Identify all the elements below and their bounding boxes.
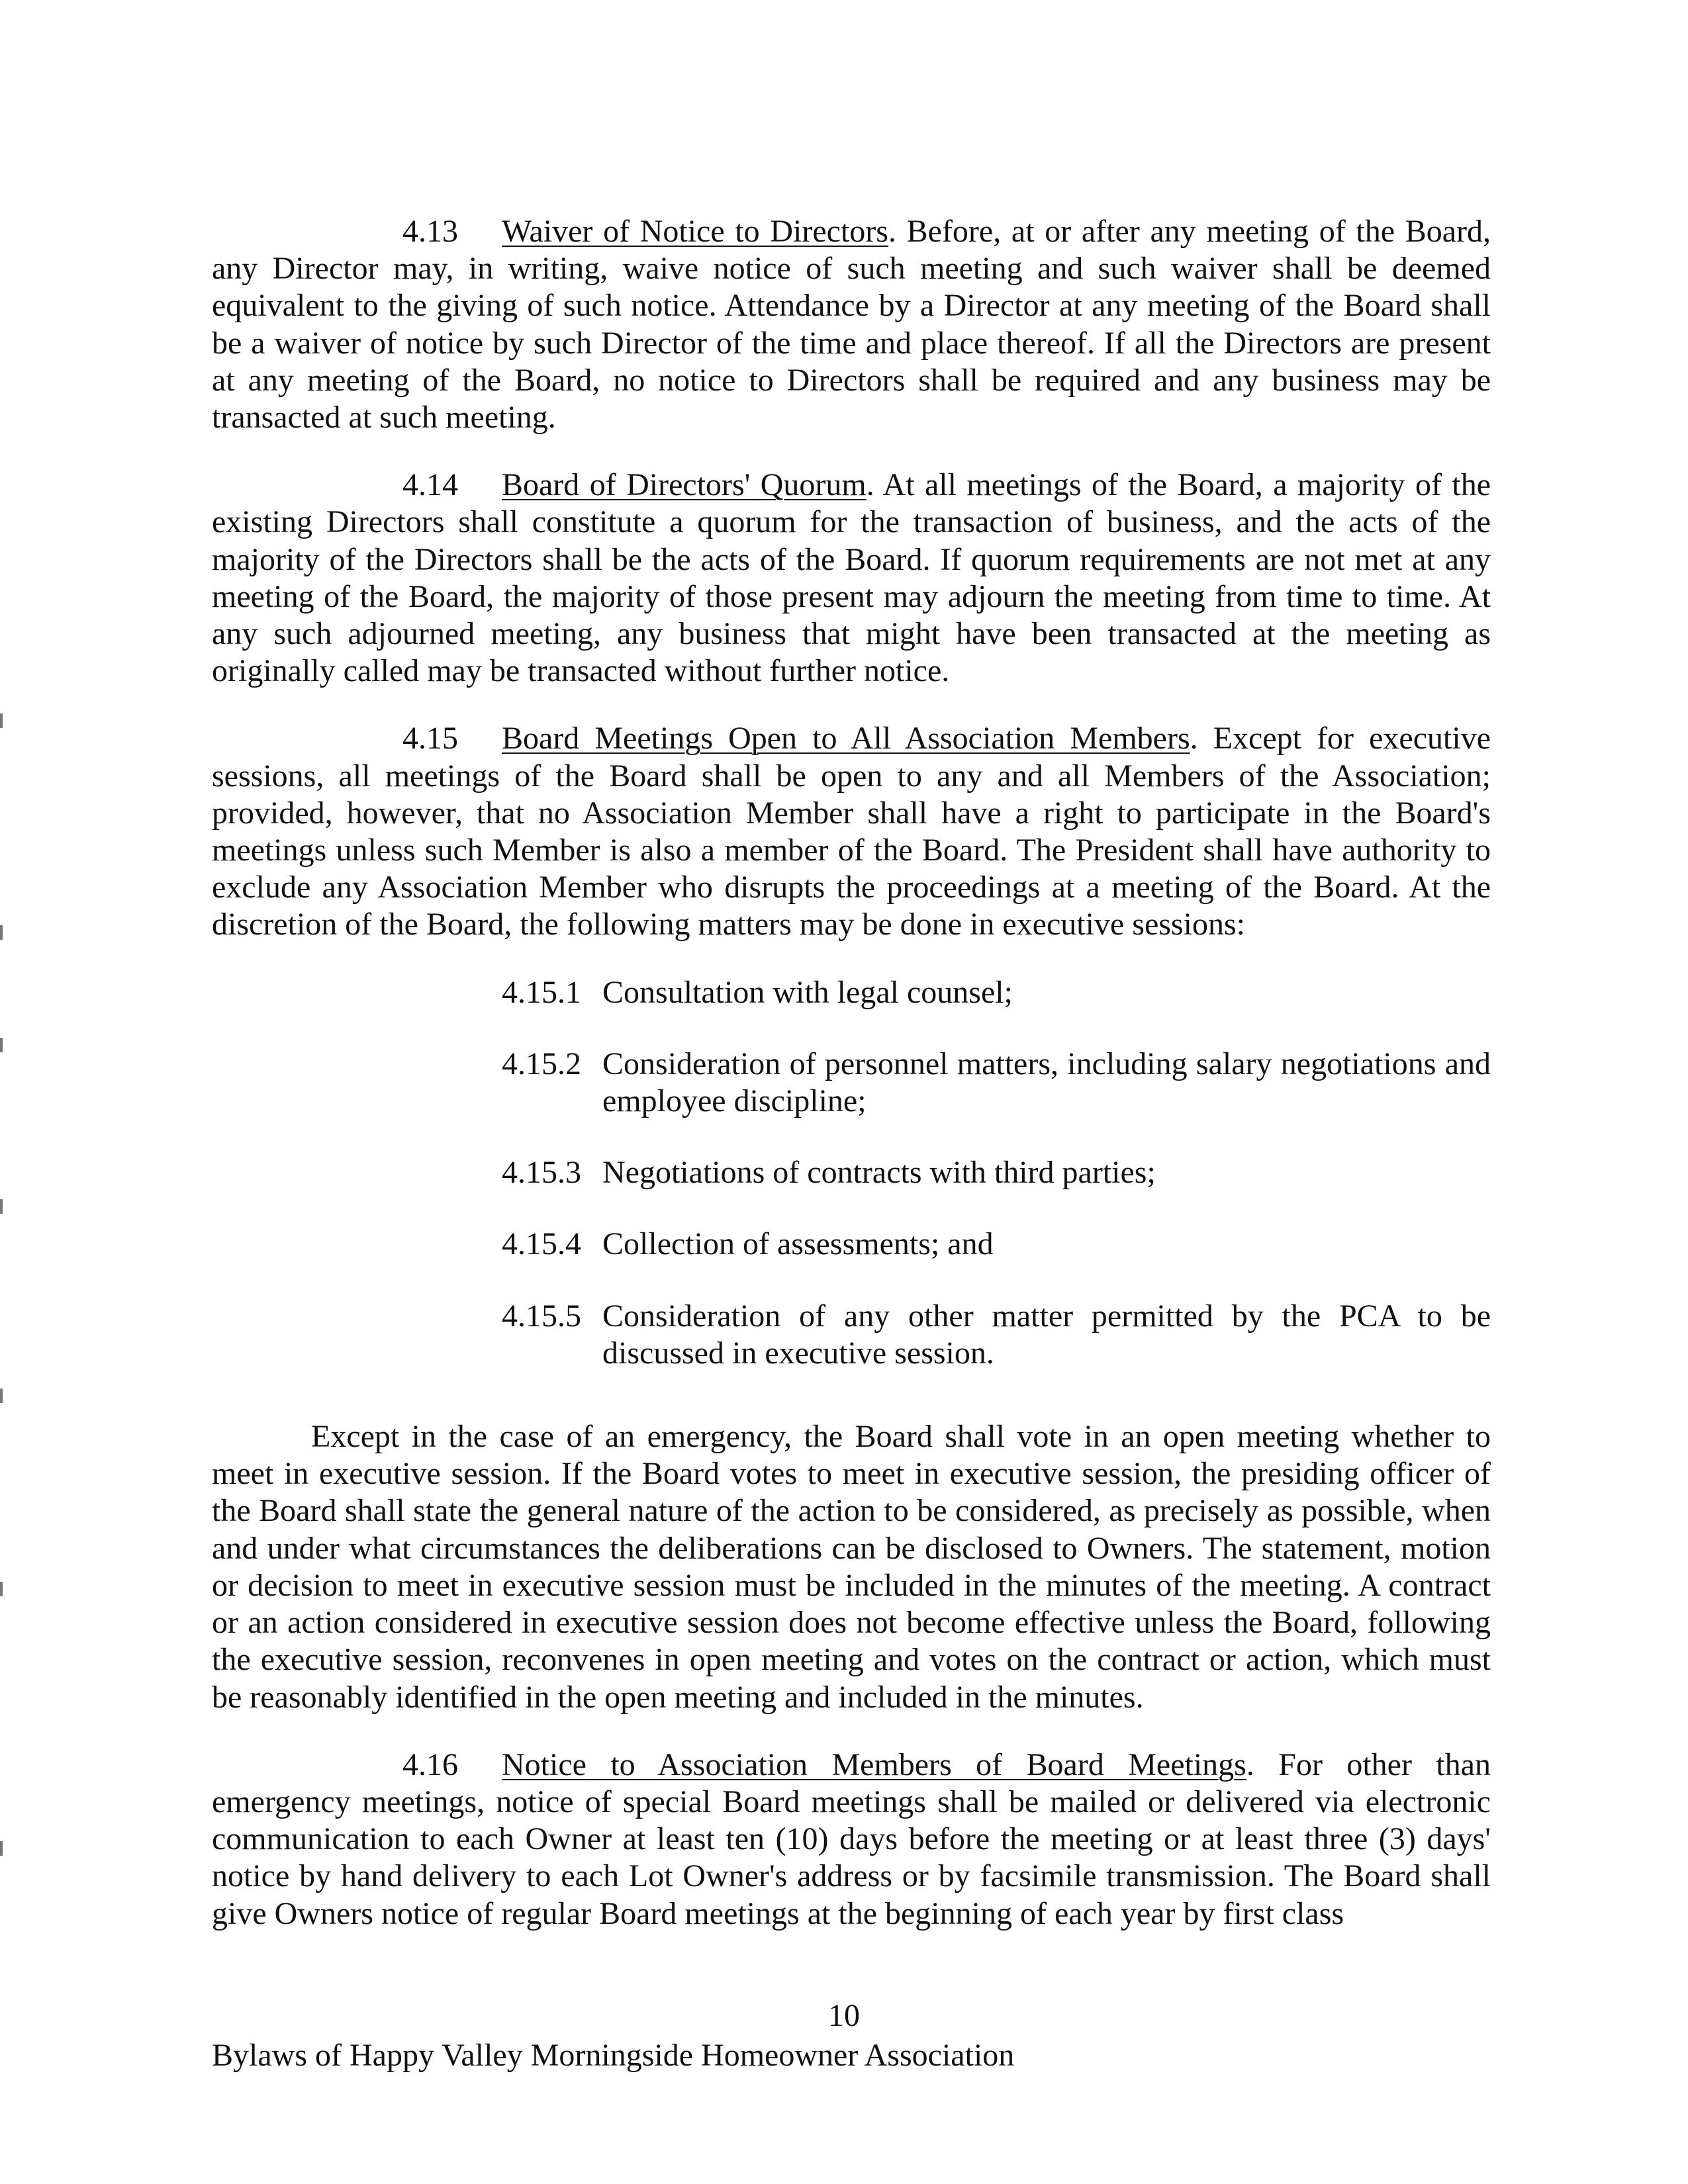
section-body: . For other than emergency meetings, notice of special Board meetings shall be mailed or delivered via electronic communication to each Owner at least ten (10) days before the meeting or at least three (3) days' notice by hand delivery to each Lot Owner's address or by facsimile transmission. The Board shall give Owners notice of regular Board meetings at the beginning of each year by first class bbox=[212, 1747, 1491, 1931]
section-body: . At all meetings of the Board, a majority of the existing Directors shall constitute a quorum for the transaction of business, and the acts of the majority of the Directors shall be the acts of the Board. If quorum requirements are not met at any meeting of the Board, the majority of those present may adjourn the meeting from time to time. At any such adjourned meeting, any business that might have been transacted at the meeting as originally called may be transacted without further notice. bbox=[212, 467, 1491, 689]
item-text: Consideration of any other matter permitted by the PCA to be discussed in executive session. bbox=[602, 1298, 1491, 1371]
section-title: Board Meetings Open to All Association Members bbox=[502, 721, 1190, 756]
list-item bbox=[212, 1046, 1491, 1120]
section-number: 4.16 bbox=[402, 1747, 458, 1782]
section-title: Notice to Association Members of Board Meetings bbox=[502, 1747, 1246, 1782]
scan-edge-mark bbox=[0, 925, 3, 940]
item-number: 4.15.3 bbox=[502, 1155, 581, 1191]
item-number: 4.15.5 bbox=[502, 1298, 581, 1334]
section-4-13 bbox=[212, 213, 1491, 436]
section-number: 4.15 bbox=[402, 721, 458, 756]
scan-edge-mark bbox=[0, 1038, 3, 1052]
scan-edge-mark bbox=[0, 713, 3, 728]
scan-edge-mark bbox=[0, 1841, 3, 1856]
section-4-16 bbox=[212, 1747, 1491, 1933]
list-item bbox=[212, 974, 1491, 1011]
page-number: 10 bbox=[828, 1998, 860, 2033]
section-body: . Except for executive sessions, all meetings of the Board shall be open to any and all Members of the Association; provided, however, that no Association Member shall have a right to participate in the Board's meetings unless such Member is also a member of the Board. The President shall have authority to exclude any Association Member who disrupts the proceedings at a meeting of the Board. At the discretion of the Board, the following matters may be done in executive sessions: bbox=[212, 721, 1491, 942]
section-number: 4.13 bbox=[402, 214, 458, 249]
list-item bbox=[212, 1298, 1491, 1372]
scan-edge-mark bbox=[0, 1582, 3, 1596]
document-page bbox=[212, 213, 1491, 1963]
section-title: Waiver of Notice to Directors bbox=[502, 214, 888, 249]
footer-document-title: Bylaws of Happy Valley Morningside Homeowner Association bbox=[212, 2038, 1015, 2073]
item-text: Negotiations of contracts with third parties; bbox=[602, 1155, 1156, 1191]
section-title: Board of Directors' Quorum bbox=[502, 467, 867, 503]
item-number: 4.15.1 bbox=[502, 974, 581, 1010]
list-item bbox=[212, 1226, 1491, 1263]
list-item bbox=[212, 1154, 1491, 1191]
section-body: . Before, at or after any meeting of the Board, any Director may, in writing, waive notice of such meeting and such waiver shall be deemed equivalent to the giving of such notice. Attendance by a Director at any meeting of the Board shall be a waiver of notice by such Director of the time and place thereof. If all the Directors are present at any meeting of the Board, no notice to Directors shall be required and any business may be transacted at such meeting. bbox=[212, 214, 1491, 435]
section-number: 4.14 bbox=[402, 467, 458, 503]
item-number: 4.15.4 bbox=[502, 1226, 581, 1262]
item-text: Consultation with legal counsel; bbox=[602, 974, 1013, 1010]
section-4-15 bbox=[212, 720, 1491, 943]
item-text: Collection of assessments; and bbox=[602, 1226, 994, 1262]
section-4-14 bbox=[212, 467, 1491, 690]
scan-edge-mark bbox=[0, 1388, 3, 1403]
item-text: Consideration of personnel matters, including salary negotiations and employee discipline; bbox=[602, 1046, 1491, 1119]
item-number: 4.15.2 bbox=[502, 1046, 581, 1081]
scan-edge-mark bbox=[0, 1199, 3, 1214]
section-4-15-closing: Except in the case of an emergency, the Board shall vote in an open meeting whether to meet in executive session. If the Board votes to meet in executive session, the presiding officer of the Board shall state the general nature of the action to be considered, as precisely as possible, when and under what circumstances the deliberations can be disclosed to Owners. The statement, motion or decision to meet in executive session must be included in the minutes of the meeting. A contract or an action considered in executive session does not become effective unless the Board, following the executive session, reconvenes in open meeting and votes on the contract or action, which must be reasonably identified in the open meeting and included in the minutes. bbox=[212, 1419, 1491, 1715]
